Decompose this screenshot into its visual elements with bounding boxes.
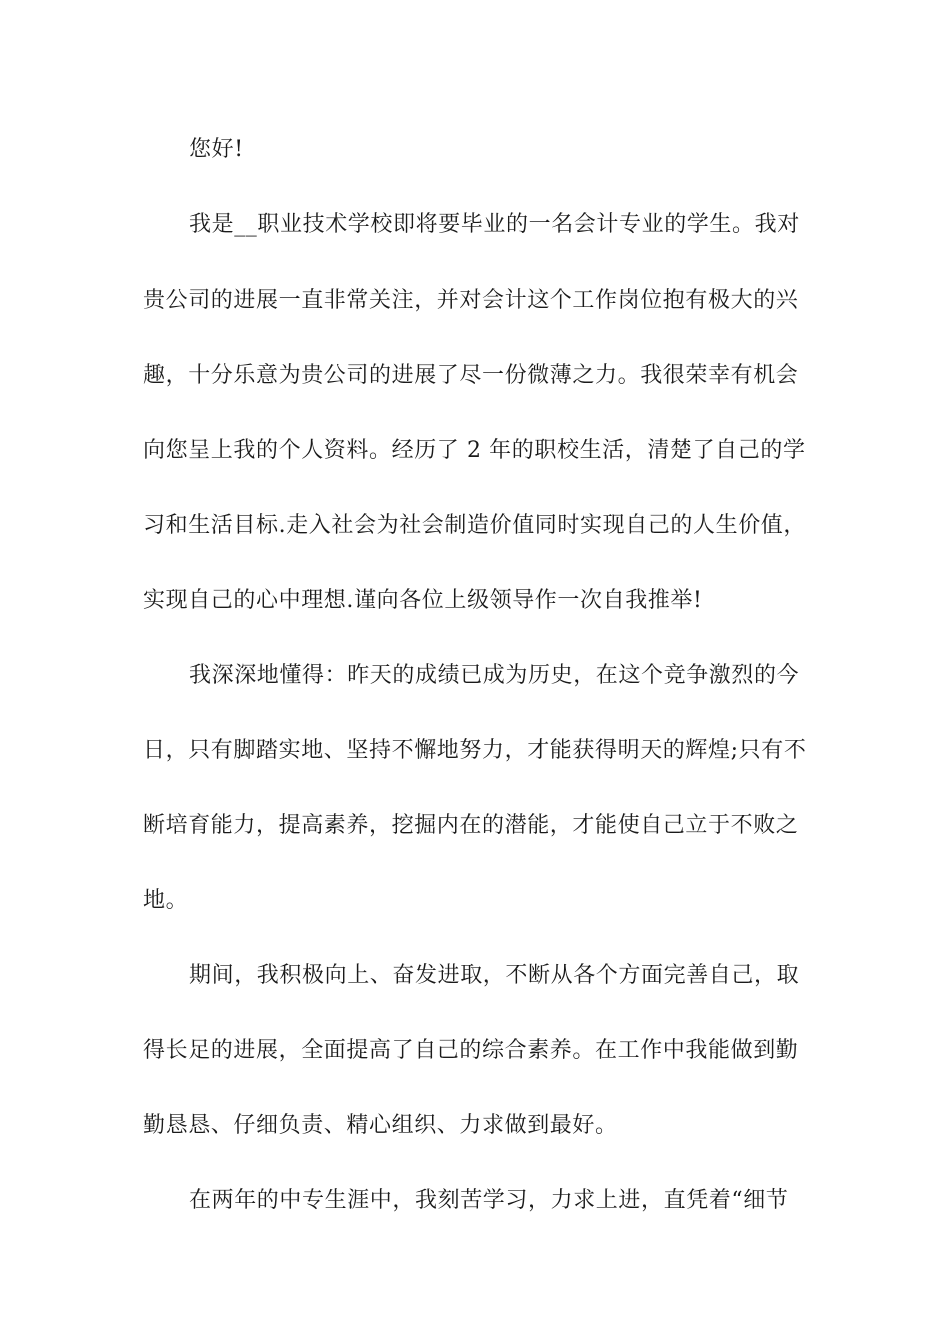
body-line: 习和生活目标.走入社会为社会制造价值同时实现自己的人生价值，: [143, 513, 806, 538]
body-line: 贵公司的进展一直非常关注，并对会计这个工作岗位抱有极大的兴: [143, 288, 799, 313]
body-line: 期间，我积极向上、奋发进取，不断从各个方面完善自己，取: [189, 963, 800, 988]
body-line: 勤恳恳、仔细负责、精心组织、力求做到最好。: [143, 1113, 618, 1138]
body-line: 趣，十分乐意为贵公司的进展了尽一份微薄之力。我很荣幸有机会: [143, 363, 799, 388]
body-line: 在两年的中专生涯中，我刻苦学习，力求上进，直凭着“细节: [189, 1188, 789, 1213]
body-line: 日，只有脚踏实地、坚持不懈地努力，才能获得明天的辉煌;只有不: [143, 738, 807, 763]
body-line: 地。: [143, 888, 189, 913]
body-line: 断培育能力，提高素养，挖掘内在的潜能，才能使自己立于不败之: [143, 813, 799, 838]
body-line: 我是__职业技术学校即将要毕业的一名会计专业的学生。我对: [189, 212, 800, 237]
body-line: 向您呈上我的个人资料。经历了 2 年的职校生活，清楚了自己的学: [143, 438, 806, 463]
greeting-line: 您好!: [189, 137, 244, 162]
body-line: 我深深地懂得：昨天的成绩已成为历史，在这个竞争激烈的今: [189, 663, 800, 688]
body-line: 得长足的进展，全面提高了自己的综合素养。在工作中我能做到勤: [143, 1038, 799, 1063]
body-line: 实现自己的心中理想.谨向各位上级领导作一次自我推举!: [143, 588, 703, 613]
